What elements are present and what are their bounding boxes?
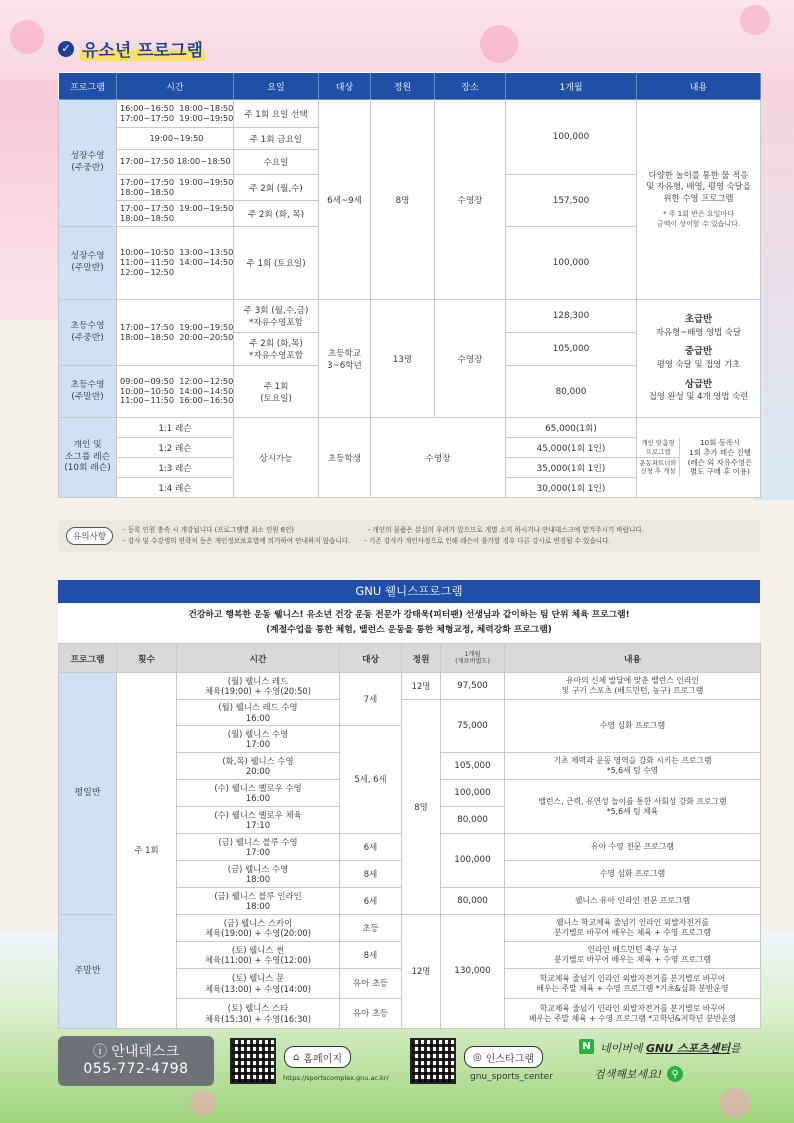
wellness-title: GNU 웰니스프로그램 (58, 580, 760, 603)
blossom-decoration (190, 1090, 216, 1116)
blossom-decoration (720, 1088, 750, 1118)
table-row (59, 100, 761, 128)
price-cell: 97,500 (441, 673, 505, 700)
description-cell: 학교체육 줄넘기 인라인 외발자전거를 분기별로 바꾸어 배우는 주말 체육 + 수영 프로그램 *고학년&저학년 분반운영 (505, 999, 761, 1029)
youth-program-table (58, 72, 761, 498)
naver-line2: 검색해보세요! (594, 1068, 663, 1081)
header-cell: 장소 (435, 73, 506, 100)
wellness-subtitle-line: (계절수업을 통한 체험, 밸런스 운동을 통한 체형교정, 체력강화 프로그램) (266, 625, 552, 635)
target-cell: 초등학교 3~6학년 (319, 300, 371, 418)
time-cell: (토) 웰니스 썬 체육(11:00) + 수영(12:00) (177, 942, 340, 969)
header-cell: 내용 (637, 73, 761, 100)
price-cell: 80,000 (441, 888, 505, 915)
target-cell: 5세, 6세 (340, 726, 402, 834)
level-description-cell (637, 300, 761, 418)
place-cell: 수영장 (371, 418, 506, 498)
price-cell: 157,500 (506, 175, 637, 227)
target-cell: 유아 초등 (340, 999, 402, 1029)
price-cell: 80,000 (506, 366, 637, 418)
day-cell: 주 1회 금요일 (234, 128, 319, 150)
level-text: 평영 숙달 및 접영 기초 (656, 359, 741, 370)
time-cell: 09:00~09:50 12:00~12:50 10:00~10:50 14:00~14:50 11:00~11:50 16:00~16:50 (117, 366, 234, 418)
notice-text: - 개인의 물품은 분실의 우려가 있으므로 개별 소지 하시거나 안내데스크에 맡겨주시기 바랍니다. (367, 526, 644, 535)
private-desc-2: 운동파트너와 신청 후 개설 (639, 459, 677, 476)
notice-text: - 등록 인원 충족 시 개강됩니다 (프로그램별 최소 인원 6인) (123, 526, 294, 535)
description-cell (637, 100, 761, 300)
capacity-cell: 12명 (402, 915, 441, 1029)
instagram-button[interactable] (464, 1046, 543, 1068)
private-description-cell (637, 418, 761, 498)
description-text: 다양한 놀이를 통한 물 적응 및 자유형, 배영, 평영 숙달을 위한 수영 프로그램 (646, 170, 751, 203)
time-cell: 17:00~17:50 19:00~19:50 18:00~18:50 (117, 175, 234, 201)
price-cell: 65,000(1회) (506, 418, 637, 438)
price-cell: 30,000(1회 1인) (506, 478, 637, 498)
instagram-qr-code[interactable] (410, 1038, 456, 1084)
lesson-type-cell: 1:4 레슨 (117, 478, 234, 498)
header-cell: 대상 (319, 73, 371, 100)
naver-icon: N (579, 1039, 594, 1054)
price-cell: 100,000 (441, 780, 505, 807)
header-cell: 내용 (505, 644, 761, 673)
day-cell: 주 2회 (화, 목) (234, 201, 319, 227)
target-cell: 8세 (340, 942, 402, 969)
description-cell: 학교체육 줄넘기 인라인 외발자전거를 분기별로 바꾸어 배우는 주말 체육 + 수영 프로그램 *기초&심화 분반운영 (505, 969, 761, 999)
header-cell: 시간 (177, 644, 340, 673)
time-cell: (금) 웰니스 블루 인라인 18:00 (177, 888, 340, 915)
day-cell: 주 1회 (토요일) (234, 227, 319, 300)
day-cell: 상시가능 (234, 418, 319, 498)
level-label: 초급반 (684, 314, 713, 326)
price-cell: 128,300 (506, 300, 637, 333)
header-cell: 시간 (117, 73, 234, 100)
price-cell: 105,000 (441, 753, 505, 780)
program-label: 개인 및 소그룹 레슨 (10회 레슨) (59, 418, 117, 498)
lesson-type-cell: 1:3 레슨 (117, 458, 234, 478)
time-cell: (월) 웰니스 레드 수영 16:00 (177, 700, 340, 726)
description-cell: 유아의 신체 발달에 맞춘 밸런스 인라인 및 구기 스포츠 (배드민턴, 농구) 프로그램 (505, 673, 761, 700)
time-cell: 19:00~19:50 (117, 128, 234, 150)
place-cell: 수영장 (435, 300, 506, 418)
instagram-label: 인스타그램 (485, 1053, 535, 1065)
header-cell: 정원 (402, 644, 441, 673)
naver-brand[interactable]: GNU 스포츠센터 (646, 1042, 731, 1055)
blossom-decoration (10, 20, 44, 54)
homepage-button[interactable] (284, 1046, 351, 1068)
time-cell: (수) 웰니스 옐로우 체육 17:10 (177, 807, 340, 834)
capacity-cell: 12명 (402, 673, 441, 700)
description-cell: 웰니스 학교체육 줄넘기 인라인 외발자전거를 분기별로 바꾸어 배우는 체육 + 수영 프로그램 (505, 915, 761, 942)
wellness-subtitle (58, 603, 760, 643)
table-header-row (59, 73, 761, 100)
homepage-qr-code[interactable] (230, 1038, 276, 1084)
time-cell: 17:00~17:50 18:00~18:50 (117, 150, 234, 175)
level-text: 접영 완성 및 4개 영법 숙련 (648, 391, 749, 402)
header-cell: 횟수 (117, 644, 177, 673)
price-cell: 75,000 (441, 700, 505, 753)
time-cell: (수) 웰니스 옐로우 수영 16:00 (177, 780, 340, 807)
capacity-cell: 8명 (402, 700, 441, 915)
private-desc-1: 개인 맞춤형 프로그램 (637, 438, 679, 458)
time-cell: (금) 웰니스 스카이 체육(19:00) + 수영(20:00) (177, 915, 340, 942)
description-cell: 인라인 배드민턴 축구 농구 분기별로 바꾸어 배우는 체육 + 수영 프로그램 (505, 942, 761, 969)
naver-search-line-2 (594, 1066, 683, 1082)
time-cell: 17:00~17:50 19:00~19:50 18:00~18:50 (117, 201, 234, 227)
notice-box (58, 520, 760, 552)
private-description-left (637, 438, 680, 477)
wellness-program-table (58, 643, 761, 1029)
description-cell: 기초 체력과 운동 영역을 강화 시키는 프로그램 *5,6세 팀 수영 (505, 753, 761, 780)
time-cell: (월) 웰니스 수영 17:00 (177, 726, 340, 753)
price-cell: 45,000(1회 1인) (506, 438, 637, 458)
price-cell: 100,000 (506, 100, 637, 175)
day-cell: 주 2회 (월,수) (234, 175, 319, 201)
day-cell: 주 2회 (화,목) *자유수영포함 (234, 333, 319, 366)
level-label: 중급반 (684, 346, 713, 358)
level-label: 상급반 (684, 378, 713, 390)
program-label: 초등수영 (주중반) (59, 300, 117, 366)
day-cell: 주 1회 요일 선택 (234, 100, 319, 128)
naver-prefix: 네이버에 (600, 1042, 647, 1055)
header-cell: 1개월 (506, 73, 637, 100)
description-note: * 주 1회 반은 요일마다 금액이 상이할 수 있습니다. (656, 210, 741, 228)
notice-tag: 유의사항 (66, 527, 113, 545)
description-cell: 웰니스 유아 인라인 전문 프로그램 (505, 888, 761, 915)
program-label: 성장수영 (주말반) (59, 227, 117, 300)
time-cell: 16:00~16:50 18:00~18:50 17:00~17:50 19:00~19:50 (117, 100, 234, 128)
time-cell: (토) 웰니스 문 체육(13:00) + 수영(14:00) (177, 969, 340, 999)
table-header-row (59, 644, 761, 673)
info-desk-label-row (58, 1041, 214, 1061)
day-cell: 주 3회 (월,수,금) *자유수영포함 (234, 300, 319, 333)
price-cell: 130,000 (441, 915, 505, 1029)
target-cell: 6세 (340, 834, 402, 861)
header-cell: 대상 (340, 644, 402, 673)
description-cell: 수영 심화 프로그램 (505, 861, 761, 888)
notice-lines (123, 525, 644, 546)
level-text: 자유형~배영 영법 숙달 (655, 327, 742, 338)
target-cell: 6세 (340, 888, 402, 915)
info-desk-box (58, 1036, 214, 1086)
time-cell: (화,목) 웰니스 수영 20:00 (177, 753, 340, 780)
target-cell: 초등 (340, 915, 402, 942)
time-cell: (금) 웰니스 수영 18:00 (177, 861, 340, 888)
private-description-wrap (637, 438, 760, 477)
notice-text: - 기존 강사가 개인사정으로 인해 레슨이 불가할 경우 다른 강사로 변경될 수 있습니다. (364, 537, 611, 545)
youth-program-title: ✓ 유소년 프로그램 (58, 36, 205, 61)
table-row (59, 418, 761, 438)
time-cell: (토) 웰니스 스타 체육(15:30) + 수영(16:30) (177, 999, 340, 1029)
check-icon: ✓ (58, 41, 74, 57)
search-icon[interactable]: ⚲ (667, 1066, 683, 1082)
blossom-decoration (740, 5, 770, 35)
program-label: 초등수영 (주말반) (59, 366, 117, 418)
time-cell: 17:00~17:50 19:00~19:50 18:00~18:50 20:00~20:50 (117, 300, 234, 366)
program-label: 주말반 (59, 915, 117, 1029)
notice-row (123, 536, 644, 547)
program-label: 성장수영 (주중반) (59, 100, 117, 227)
homepage-label: 홈페이지 (303, 1053, 342, 1065)
header-cell: 프로그램 (59, 644, 117, 673)
wellness-subtitle-line: 건강하고 행복한 운동 웰니스! 유소년 건강 운동 전문가 강태욱(피터팬) 선생님과 같이하는 팀 단위 체육 프로그램! (188, 610, 630, 620)
time-cell: (금) 웰니스 블루 수영 17:00 (177, 834, 340, 861)
description-cell: 수영 심화 프로그램 (505, 700, 761, 753)
naver-suffix: 를 (730, 1042, 741, 1055)
instagram-id[interactable]: gnu_sports_center (470, 1072, 553, 1082)
instagram-icon: ◎ (473, 1051, 482, 1063)
naver-search-line (600, 1040, 741, 1056)
home-icon: ⌂ (293, 1051, 300, 1063)
header-cell: 프로그램 (59, 73, 117, 100)
price-cell: 35,000(1회 1인) (506, 458, 637, 478)
header-cell: 정원 (371, 73, 435, 100)
table-row (59, 300, 761, 333)
info-icon: ⓘ (92, 1044, 107, 1060)
frequency-cell: 주 1회 (117, 673, 177, 1029)
target-cell: 7세 (340, 673, 402, 726)
capacity-cell: 8명 (371, 100, 435, 300)
description-cell: 밸런스, 근력, 유연성 놀이를 통한 사회성 강화 프로그램 *5,6세 팀 체육 (505, 780, 761, 834)
price-cell: 105,000 (506, 333, 637, 366)
target-cell: 6세~9세 (319, 100, 371, 300)
time-cell: (월) 웰니스 레드 체육(19:00) + 수영(20:50) (177, 673, 340, 700)
description-cell: 유아 수영 전문 프로그램 (505, 834, 761, 861)
header-cell: 요일 (234, 73, 319, 100)
price-cell: 100,000 (441, 834, 505, 888)
place-cell: 수영장 (435, 100, 506, 300)
program-label: 평일반 (59, 673, 117, 915)
info-desk-phone[interactable]: 055-772-4798 (83, 1061, 189, 1077)
day-cell: 주 1회 (토요일) (234, 366, 319, 418)
price-cell: 80,000 (441, 807, 505, 834)
capacity-cell: 13명 (371, 300, 435, 418)
table-row (59, 673, 761, 700)
target-cell: 초등학생 (319, 418, 371, 498)
target-cell: 유아 초등 (340, 969, 402, 999)
blossom-decoration (480, 25, 518, 63)
private-desc-3: 10회 등록시 1회 추가 레슨 진행 (레슨 외 자유수영은 별도 구매 후 이용) (687, 438, 753, 477)
notice-row (123, 525, 644, 536)
lesson-type-cell: 1:1 레슨 (117, 418, 234, 438)
lesson-type-cell: 1:2 레슨 (117, 438, 234, 458)
price-cell: 100,000 (506, 227, 637, 300)
time-cell: 10:00~10:50 13:00~13:50 11:00~11:50 14:00~14:50 12:00~12:50 (117, 227, 234, 300)
header-cell: 1개월 (재료비별도) (441, 644, 505, 673)
homepage-url[interactable]: https://sportscomplex.gnu.ac.kr/ (283, 1074, 389, 1082)
notice-text: - 강사 및 수강생의 연락처 등은 개인정보보호법에 의거하여 안내하지 않습니다. (123, 537, 351, 545)
day-cell: 수요일 (234, 150, 319, 175)
target-cell: 8세 (340, 861, 402, 888)
info-desk-label: 안내데스크 (111, 1044, 180, 1060)
